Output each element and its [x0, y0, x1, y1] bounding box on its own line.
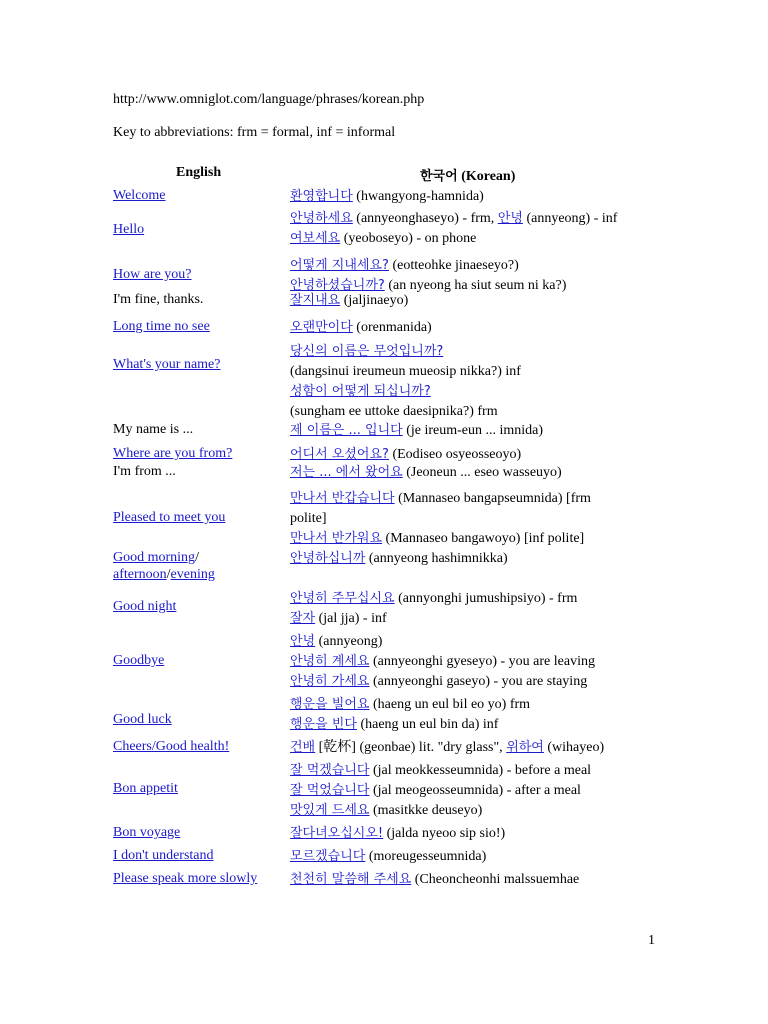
- translation-line: [290, 761, 670, 781]
- korean-phrase-link[interactable]: 안녕히 계세요: [290, 654, 370, 669]
- korean-translation: [290, 318, 670, 338]
- translation-line: [290, 652, 670, 672]
- english-phrase[interactable]: [113, 652, 281, 669]
- korean-header-label: (Korean): [461, 169, 516, 184]
- korean-phrase-link[interactable]: 당신의 이름은 무엇입니까?: [290, 344, 444, 359]
- korean-phrase-link[interactable]: 안녕히 가세요: [290, 674, 370, 689]
- translation-line: [290, 847, 670, 867]
- english-phrase[interactable]: [113, 598, 281, 615]
- romanization: (orenmanida): [352, 320, 432, 335]
- korean-translation: [290, 695, 670, 735]
- column-header-korean: [420, 165, 515, 185]
- english-phrase-link[interactable]: Goodbye: [113, 653, 165, 668]
- korean-translation: [290, 421, 670, 441]
- romanization: (jalda nyeoo sip sio!): [383, 826, 506, 841]
- english-phrase[interactable]: [113, 847, 281, 864]
- korean-phrase-link[interactable]: 잘 먹었습니다: [290, 783, 370, 798]
- translation-line: [290, 256, 670, 276]
- korean-phrase-link[interactable]: 환영합니다: [290, 189, 353, 204]
- romanization: (annyonghi jumushipsiyo) - frm: [394, 591, 578, 606]
- translation-line: [290, 801, 670, 821]
- korean-translation: [290, 187, 670, 207]
- romanization: (Eodiseo osyeosseoyo): [388, 447, 522, 462]
- romanization: (annyeong) - inf: [522, 211, 618, 226]
- english-phrase[interactable]: [113, 870, 281, 887]
- korean-phrase-link[interactable]: 어디서 오셨어요?: [290, 447, 389, 462]
- column-header-english: English: [176, 165, 222, 180]
- translation-line: [290, 672, 670, 692]
- translation-line: [290, 509, 670, 529]
- translation-line: [290, 463, 670, 483]
- translation-line: [290, 489, 670, 509]
- english-phrase[interactable]: [113, 549, 281, 583]
- romanization: (sungham ee uttoke daesipnika?) frm: [290, 404, 498, 419]
- translation-line: [290, 715, 670, 735]
- english-phrase-link[interactable]: I'm from ...: [113, 464, 176, 479]
- romanization: (masitkke deuseyo): [369, 803, 483, 818]
- english-phrase-link[interactable]: Good morning: [113, 550, 196, 565]
- korean-phrase-link[interactable]: 안녕하세요: [290, 211, 353, 226]
- english-phrase[interactable]: [113, 509, 281, 526]
- translation-line: [290, 824, 670, 844]
- korean-phrase-link[interactable]: 안녕하셨습니까?: [290, 278, 385, 293]
- korean-phrase-link[interactable]: 제 이름은 ... 입니다: [290, 423, 403, 438]
- romanization: polite]: [290, 511, 327, 526]
- korean-phrase-link[interactable]: 어떻게 지내세요?: [290, 258, 389, 273]
- romanization: (annyeonghaseyo) - frm,: [352, 211, 498, 226]
- korean-translation: [290, 445, 670, 465]
- source-url[interactable]: http://www.omniglot.com/language/phrases/korean.php: [113, 92, 425, 107]
- english-phrase-link[interactable]: Please speak more slowly: [113, 871, 258, 886]
- english-phrase[interactable]: [113, 187, 281, 204]
- korean-phrase-link[interactable]: 맛있게 드세요: [290, 803, 370, 818]
- english-phrase[interactable]: [113, 824, 281, 841]
- english-phrase[interactable]: [113, 421, 281, 438]
- korean-translation: [290, 761, 670, 821]
- romanization: (Mannaseo bangapseumnida) [frm: [394, 491, 591, 506]
- page-number: 1: [648, 933, 655, 948]
- translation-line: [290, 382, 670, 402]
- translation-line: [290, 187, 670, 207]
- english-phrase[interactable]: [113, 221, 281, 238]
- english-phrase[interactable]: [113, 445, 281, 462]
- romanization: (jal jja) - inf: [315, 611, 387, 626]
- korean-phrase-link[interactable]: 저는 ... 에서 왔어요: [290, 465, 403, 480]
- korean-translation: [290, 342, 670, 422]
- english-phrase[interactable]: [113, 318, 281, 335]
- english-phrase-link[interactable]: I'm fine, thanks.: [113, 292, 204, 307]
- korean-translation: [290, 463, 670, 483]
- translation-line: [290, 738, 670, 758]
- romanization: (an nyeong ha siut seum ni ka?): [384, 278, 567, 293]
- korean-translation: [290, 291, 670, 311]
- english-phrase-link[interactable]: Good luck: [113, 712, 172, 727]
- korean-phrase-link[interactable]: 만나서 반가워요: [290, 531, 383, 546]
- translation-line: [290, 421, 670, 441]
- translation-line: [290, 342, 670, 362]
- translation-line: [290, 549, 670, 569]
- romanization: (eotteohke jinaeseyo?): [388, 258, 519, 273]
- korean-phrase-link[interactable]: 잘자: [290, 611, 316, 626]
- english-phrase-link[interactable]: Good night: [113, 599, 177, 614]
- english-phrase-link[interactable]: Cheers/Good health!: [113, 739, 230, 754]
- translation-line: [290, 609, 670, 629]
- translation-line: [290, 362, 670, 382]
- korean-phrase-link[interactable]: 모르겠습니다: [290, 849, 366, 864]
- korean-phrase-link[interactable]: 성함이 어떻게 되십니까?: [290, 384, 431, 399]
- romanization: (hwangyong-hamnida): [352, 189, 484, 204]
- romanization: (jal meokkesseumnida) - before a meal: [369, 763, 592, 778]
- translation-line: [290, 402, 670, 422]
- korean-phrase-link[interactable]: 건배: [290, 740, 316, 755]
- korean-translation: [290, 870, 670, 890]
- english-phrase-link[interactable]: Hello: [113, 222, 145, 237]
- english-phrase-link[interactable]: I don't understand: [113, 848, 214, 863]
- korean-phrase-link[interactable]: 오랜만이다: [290, 320, 353, 335]
- english-phrase[interactable]: [113, 463, 281, 480]
- english-phrase-link[interactable]: Bon voyage: [113, 825, 181, 840]
- romanization: (haeng un eul bil eo yo) frm: [369, 697, 531, 712]
- separator: /: [166, 567, 171, 582]
- korean-phrase-link[interactable]: 행운을 빈다: [290, 717, 357, 732]
- korean-translation: [290, 549, 670, 569]
- romanization: [乾杯] (geonbae) lit. "dry glass",: [315, 740, 507, 755]
- korean-phrase-link[interactable]: 잘다녀오십시오!: [290, 826, 384, 841]
- english-phrase-link[interactable]: Where are you from?: [113, 446, 233, 461]
- korean-phrase-link[interactable]: 잘지내요: [290, 293, 341, 308]
- romanization: (jaljinaeyo): [340, 293, 409, 308]
- korean-translation: [290, 738, 670, 758]
- english-phrase-link[interactable]: Long time no see: [113, 319, 210, 334]
- english-phrase[interactable]: [113, 780, 281, 797]
- romanization: (annyeong hashimnikka): [365, 551, 508, 566]
- korean-phrase-link[interactable]: 위하여: [506, 740, 544, 755]
- translation-line: [290, 291, 670, 311]
- separator: /: [195, 550, 199, 565]
- english-phrase-link[interactable]: Bon appetit: [113, 781, 178, 796]
- korean-phrase-link[interactable]: 행운을 빌어요: [290, 697, 370, 712]
- korean-phrase-link[interactable]: 안녕: [290, 634, 316, 649]
- romanization: (dangsinui ireumeun mueosip nikka?) inf: [290, 364, 521, 379]
- korean-phrase-link[interactable]: 만나서 반갑습니다: [290, 491, 395, 506]
- english-phrase[interactable]: [113, 711, 281, 728]
- korean-phrase-link[interactable]: 안녕히 주무십시요: [290, 591, 395, 606]
- korean-translation: [290, 824, 670, 844]
- english-phrase-link[interactable]: My name is ...: [113, 422, 194, 437]
- translation-line: [290, 209, 670, 229]
- romanization: (haeng un eul bin da) inf: [356, 717, 499, 732]
- korean-phrase-link[interactable]: 여보세요: [290, 231, 341, 246]
- translation-line: [290, 445, 670, 465]
- translation-line: [290, 529, 670, 549]
- korean-phrase-link[interactable]: 잘 먹겠습니다: [290, 763, 370, 778]
- korean-translation: [290, 632, 670, 692]
- translation-line: [290, 781, 670, 801]
- korean-translation: [290, 589, 670, 629]
- romanization: (je ireum-eun ... imnida): [402, 423, 544, 438]
- translation-line: [290, 632, 670, 652]
- english-phrase[interactable]: [113, 266, 281, 283]
- english-phrase[interactable]: [113, 291, 281, 308]
- romanization: (Cheoncheonhi malssuemhae: [411, 872, 580, 887]
- english-phrase-link[interactable]: Welcome: [113, 188, 166, 203]
- translation-line: [290, 318, 670, 338]
- english-phrase-link[interactable]: afternoon: [113, 567, 167, 582]
- english-phrase[interactable]: [113, 738, 281, 755]
- romanization: (wihayeo): [543, 740, 605, 755]
- romanization: (Jeoneun ... eseo wasseuyo): [402, 465, 562, 480]
- korean-phrase-link[interactable]: 안녕: [497, 211, 523, 226]
- english-phrase-link[interactable]: Pleased to meet you: [113, 510, 226, 525]
- romanization: (annyeonghi gaseyo) - you are staying: [369, 674, 588, 689]
- korean-translation: [290, 209, 670, 249]
- english-phrase-link[interactable]: evening: [170, 567, 215, 582]
- english-phrase-link[interactable]: What's your name?: [113, 357, 221, 372]
- english-phrase-link[interactable]: How are you?: [113, 267, 192, 282]
- romanization: (jal meogeosseumnida) - after a meal: [369, 783, 581, 798]
- korean-translation: [290, 847, 670, 867]
- romanization: (Mannaseo bangawoyo) [inf polite]: [382, 531, 585, 546]
- abbreviation-key: Key to abbreviations: frm = formal, inf = informal: [113, 125, 396, 140]
- english-phrase[interactable]: [113, 356, 281, 373]
- romanization: (annyeonghi gyeseyo) - you are leaving: [369, 654, 595, 669]
- translation-line: [290, 870, 670, 890]
- romanization: (annyeong): [315, 634, 383, 649]
- translation-line: [290, 229, 670, 249]
- korean-translation: [290, 489, 670, 549]
- korean-phrase-link[interactable]: 천천히 말씀해 주세요: [290, 872, 412, 887]
- korean-phrase-link[interactable]: 안녕하십니까: [290, 551, 366, 566]
- romanization: (moreugesseumnida): [365, 849, 487, 864]
- romanization: (yeoboseyo) - on phone: [340, 231, 477, 246]
- translation-line: [290, 695, 670, 715]
- translation-line: [290, 589, 670, 609]
- korean-translation: [290, 256, 670, 296]
- korean-header-hangul: 한국어: [420, 169, 458, 184]
